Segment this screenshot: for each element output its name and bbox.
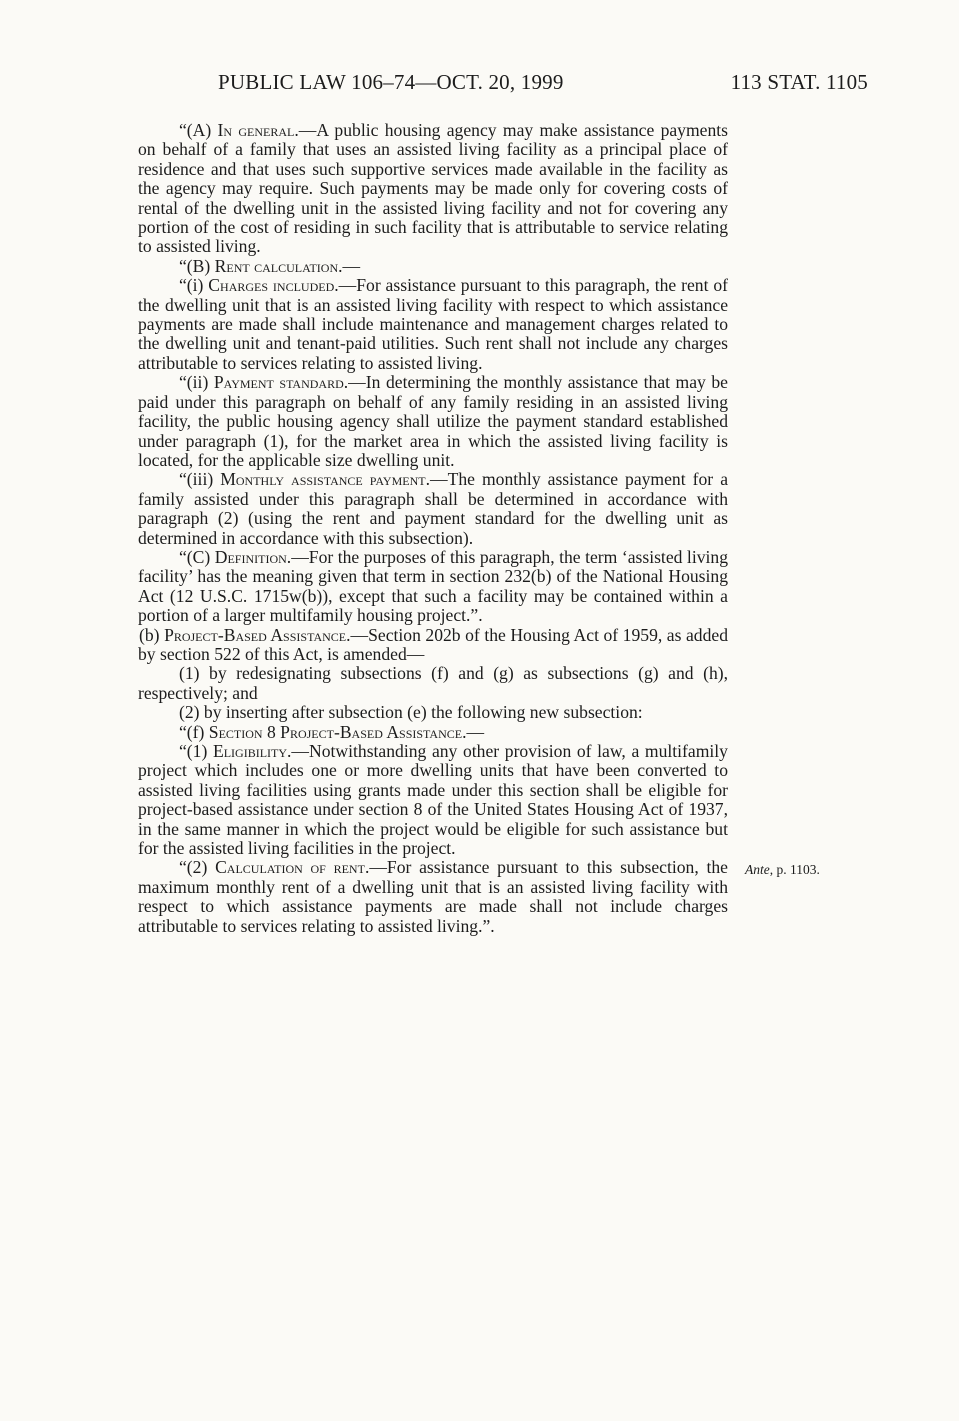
paragraph-f-section-8: “(f) Section 8 Project-Based Assistance.— (179, 721, 485, 742)
page-header (218, 70, 868, 100)
heading-eligibility: Eligibility (212, 741, 288, 761)
paragraph-f1-eligibility: “(1) Eligibility.—Notwithstanding any other provision of law, a multifamily project which includes one or more dwelling units that have been converted to assisted living facilities using grants made under this section shall be eligible for project-based assistance under section 8 of the United States Housing Act of 1937, in the same manner in which the project would be eligible for such assistance but for the assisted living facilities in the project. (138, 741, 728, 859)
heading-in-general: In general (217, 120, 295, 140)
heading-definition: Definition (214, 546, 287, 567)
heading-project-based-assistance: Project-Based Assistance (164, 624, 347, 645)
heading-section-8-project-based: Section 8 Project-Based Assistance (208, 721, 463, 742)
heading-monthly-assistance-payment: Monthly assistance payment (220, 469, 426, 490)
heading-charges-included: Charges included (208, 275, 335, 296)
paragraph-f2-calculation-of-rent: “(2) Calculation of rent.—For assistance pursuant to this subsection, the maximum monthly rent of a dwelling unit that is an assisted living facility with respect to which assistance payments are made shall not include charges attributable to services relating to assisted living.”. (138, 857, 728, 936)
paragraph-a-in-general: “(A) In general.—A public housing agency may make assistance payments on behalf of a family that uses an assisted living facility as a principal place of residence and that uses such supportive services made available in the facility as the agency may require. Such payments may be made only for covering costs of rental of the dwelling unit in the assisted living facility and not for covering any portion of the cost of residing in such facility that is attributable to service relating to assisted living. (138, 120, 728, 257)
paragraph-b-project-based: (b) Project-Based Assistance.—Section 202b of the Housing Act of 1959, as added by section 522 of this Act, is amended— (138, 624, 729, 664)
list-item-2: (2) by inserting after subsection (e) the following new subsection: (179, 702, 643, 723)
margin-note-ante: Ante, p. 1103. (745, 862, 820, 877)
paragraph-b-rent-calculation: “(B) Rent calculation.— (179, 255, 361, 276)
paragraph-c-definition: “(C) Definition.—For the purposes of this paragraph, the term ‘assisted living facility’ has the meaning given that term in section 232(b) of the National Housing Act (12 U.S.C. 1715w(b)), except that such a facility may be contained within a portion of a larger multifamily housing project.”. (138, 546, 728, 626)
heading-calculation-of-rent: Calculation of rent (215, 857, 365, 878)
list-item-1: (1) by redesignating subsections (f) and (g) as subsections (g) and (h), respectively; and (138, 663, 728, 703)
paragraph-ii-payment-standard: “(ii) Payment standard.—In determining the monthly assistance that may be paid under this paragraph on behalf of any family residing in an assisted living facility, the public housing agency shall utilize the payment standard established under paragraph (1), for the market area in which the assisted living facility is located, for the applicable size dwelling unit. (138, 372, 728, 470)
header-stat-page: 113 STAT. 1105 (730, 70, 868, 94)
paragraph-iii-monthly-assistance: “(iii) Monthly assistance payment.—The monthly assistance payment for a family assisted under this paragraph shall be determined in accordance with paragraph (2) (using the rent and payment standard for the dwelling unit as determined in accordance with this subsection). (138, 469, 728, 548)
document-body (138, 121, 728, 936)
heading-payment-standard: Payment standard (213, 372, 344, 393)
paragraph-i-charges-included: “(i) Charges included.—For assistance pursuant to this paragraph, the rent of the dwelling unit that is an assisted living facility with respect to which assistance payments are made shall include maintenance and management charges related to the dwelling unit and tenant-paid utilities. Such rent shall not include any charges attributable to services relating to assisted living. (138, 275, 728, 373)
heading-rent-calculation: Rent calculation (214, 255, 339, 276)
header-title: PUBLIC LAW 106–74—OCT. 20, 1999 (218, 70, 564, 94)
